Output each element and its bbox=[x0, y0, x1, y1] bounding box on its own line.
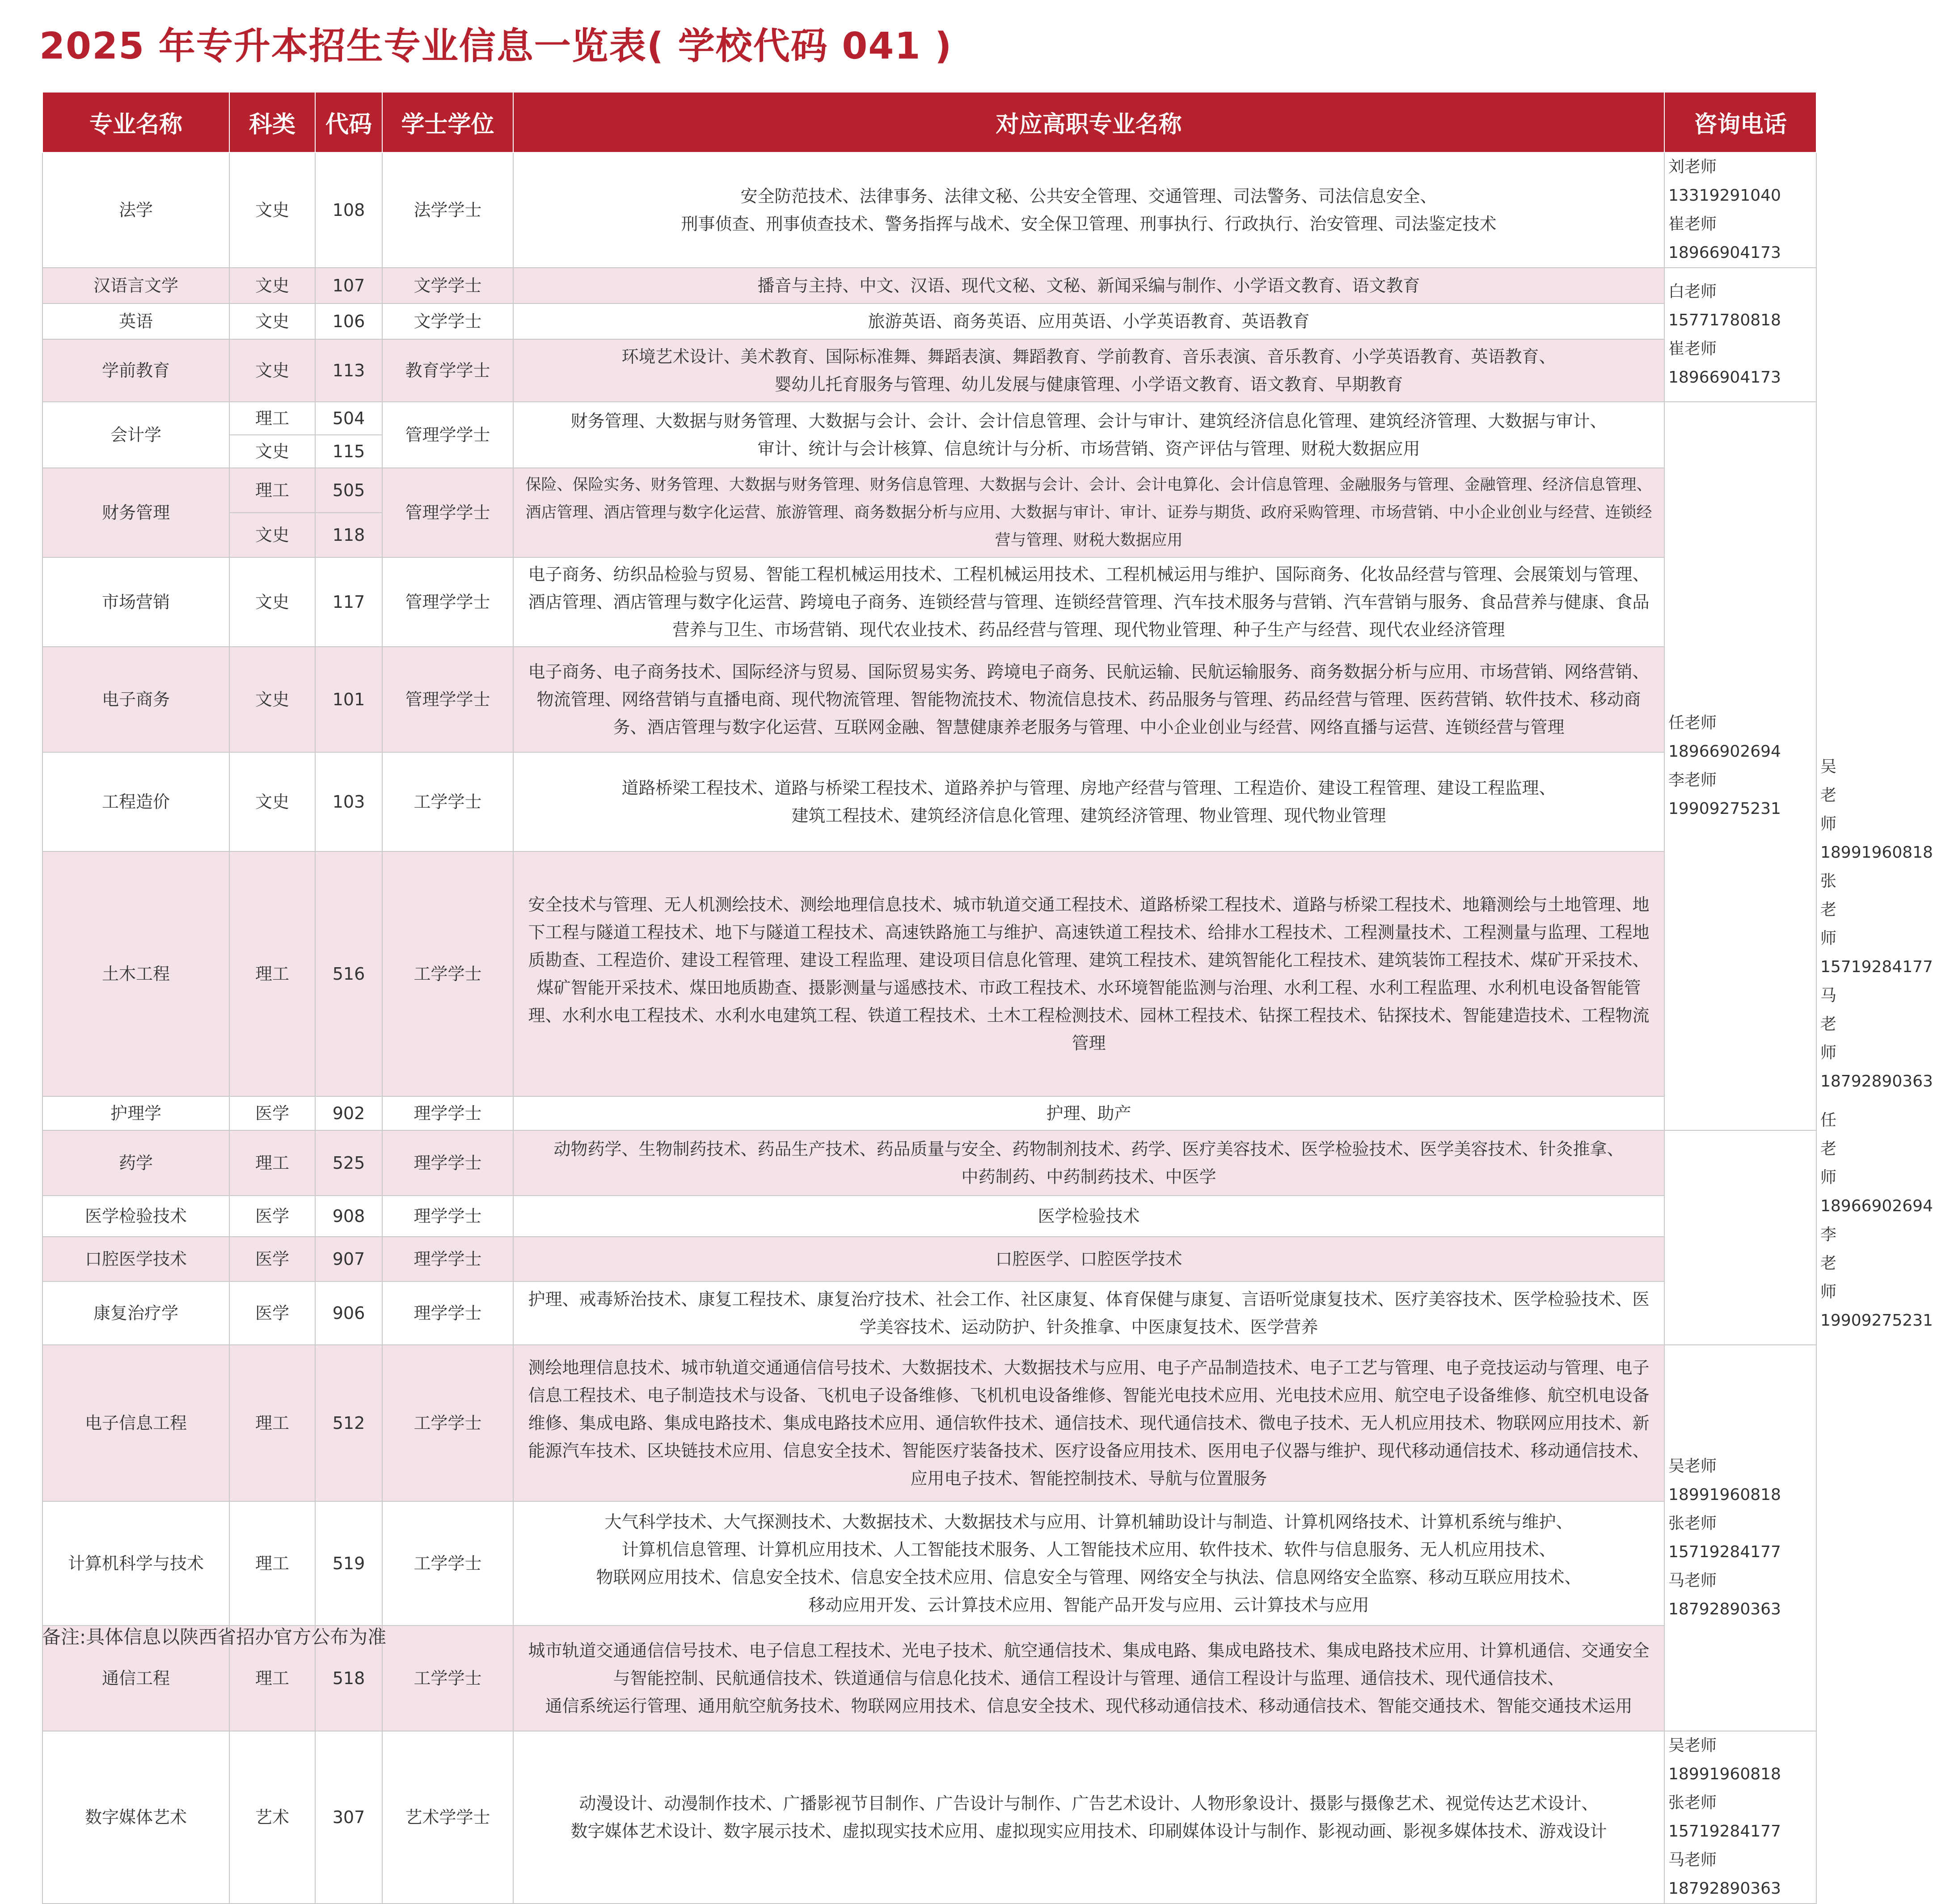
major-degree: 理学学士 bbox=[382, 1130, 513, 1196]
major-related: 电子商务、电子商务技术、国际经济与贸易、国际贸易实务、跨境电子商务、民航运输、民航运输服务、商务数据分析与应用、市场营销、网络营销、物流管理、网络营销与直播电商、现代物流管理、智能物流技术、物流信息技术、药品服务与管理、药品经营与管理、医药营销、软件技术、移动商务、酒店管理与数字化运营、互联网金融、智慧健康养老服务与管理、中小企业创业与经营、网络直播与运营、连锁经营与管理 bbox=[513, 647, 1664, 752]
major-category: 文史 bbox=[229, 339, 315, 402]
major-related: 播音与主持、中文、汉语、现代文秘、文秘、新闻采编与制作、小学语文教育、语文教育 bbox=[513, 268, 1664, 303]
major-code: 907 bbox=[315, 1237, 382, 1281]
major-code: 512 bbox=[315, 1345, 382, 1501]
major-name: 护理学 bbox=[42, 1096, 229, 1130]
header-degree: 学士学位 bbox=[382, 92, 513, 152]
table-row bbox=[42, 1731, 1816, 1904]
contact-phones: 吴老师18991960818 张老师15719284177 马老师18792890363 bbox=[1664, 1731, 1816, 1904]
table-header-row bbox=[42, 92, 1816, 152]
table-row bbox=[42, 303, 1816, 339]
table-row bbox=[42, 851, 1816, 1096]
major-related: 口腔医学、口腔医学技术 bbox=[513, 1237, 1664, 1281]
major-degree: 管理学学士 bbox=[382, 402, 513, 468]
table-row: 工程造价 文史 103 工学学士 道路桥梁工程技术、道路与桥梁工程技术、道路养护与管理、房地产经营与管理、工程造价、建设工程管理、建设工程监理、 建筑工程技术、建筑经济信息化管理、建筑经济管理、物业管理、现代物业管理 吴老师18991960818 张老师15719284177 马老师18792890363 bbox=[42, 752, 1816, 851]
major-code: 101 bbox=[315, 647, 382, 752]
major-name: 会计学 bbox=[42, 402, 229, 468]
major-category: 医学 bbox=[229, 1237, 315, 1281]
major-name: 法学 bbox=[42, 152, 229, 268]
table-row bbox=[42, 268, 1816, 303]
major-name: 口腔医学技术 bbox=[42, 1237, 229, 1281]
major-category: 文史 bbox=[229, 152, 315, 268]
header-code: 代码 bbox=[315, 92, 382, 152]
page-title: 2025 年专升本招生专业信息一览表( 学校代码 041 ) bbox=[39, 25, 953, 67]
major-related: 护理、戒毒矫治技术、康复工程技术、康复治疗技术、社会工作、社区康复、体育保健与康复、言语听觉康复技术、医疗美容技术、医学检验技术、医学美容技术、运动防护、针灸推拿、中医康复技术、医学营养 bbox=[513, 1281, 1664, 1345]
major-category: 文史 bbox=[229, 752, 315, 851]
major-related: 财务管理、大数据与财务管理、大数据与会计、会计、会计信息管理、会计与审计、建筑经济信息化管理、建筑经济管理、大数据与审计、 审计、统计与会计核算、信息统计与分析、市场营销、资产评估与管理、财税大数据应用 bbox=[513, 402, 1664, 468]
major-related: 动物药学、生物制药技术、药品生产技术、药品质量与安全、药物制剂技术、药学、医疗美容技术、医学检验技术、医学美容技术、针灸推拿、 中药制药、中药制药技术、中医学 bbox=[513, 1130, 1664, 1196]
major-related: 安全防范技术、法律事务、法律文秘、公共安全管理、交通管理、司法警务、司法信息安全、 刑事侦查、刑事侦查技术、警务指挥与战术、安全保卫管理、刑事执行、行政执行、治安管理、司法鉴定技术 bbox=[513, 152, 1664, 268]
table-row bbox=[42, 402, 1816, 435]
major-category: 医学 bbox=[229, 1096, 315, 1130]
major-code: 117 bbox=[315, 557, 382, 647]
major-degree: 工学学士 bbox=[382, 1626, 513, 1731]
major-category: 文史 bbox=[229, 268, 315, 303]
major-category: 理工 bbox=[229, 1626, 315, 1731]
major-related: 旅游英语、商务英语、应用英语、小学英语教育、英语教育 bbox=[513, 303, 1664, 339]
major-code: 504 bbox=[315, 402, 382, 435]
major-name: 土木工程 bbox=[42, 851, 229, 1096]
major-code: 115 bbox=[315, 435, 382, 468]
major-degree: 管理学学士 bbox=[382, 468, 513, 557]
major-name: 英语 bbox=[42, 303, 229, 339]
major-degree: 管理学学士 bbox=[382, 557, 513, 647]
major-code: 902 bbox=[315, 1096, 382, 1130]
major-category: 艺术 bbox=[229, 1731, 315, 1904]
major-name: 学前教育 bbox=[42, 339, 229, 402]
major-name: 通信工程 bbox=[42, 1626, 229, 1731]
major-category: 理工 bbox=[229, 1345, 315, 1501]
major-category: 文史 bbox=[229, 513, 315, 557]
major-code: 519 bbox=[315, 1501, 382, 1626]
major-degree: 理学学士 bbox=[382, 1281, 513, 1345]
major-degree: 教育学学士 bbox=[382, 339, 513, 402]
major-category: 理工 bbox=[229, 468, 315, 513]
major-related: 大气科学技术、大气探测技术、大数据技术、大数据技术与应用、计算机辅助设计与制造、计算机网络技术、计算机系统与维护、 计算机信息管理、计算机应用技术、人工智能技术服务、人工智能技术应用、软件技术、软件与信息服务、无人机应用技术、 物联网应用技术、信息安全技术、信息安全技术应用、信息安全与管理、网络安全与执法、信息网络安全监察、移动互联应用技术、 移动应用开发、云计算技术应用、智能产品开发与应用、云计算技术与应用 bbox=[513, 1501, 1664, 1626]
major-related: 保险、保险实务、财务管理、大数据与财务管理、财务信息管理、大数据与会计、会计、会计电算化、会计信息管理、金融服务与管理、金融管理、经济信息管理、酒店管理、酒店管理与数字化运营、旅游管理、商务数据分析与应用、大数据与审计、审计、证券与期货、政府采购管理、市场营销、中小企业创业与经营、连锁经营与管理、财税大数据应用 bbox=[513, 468, 1664, 557]
major-related: 安全技术与管理、无人机测绘技术、测绘地理信息技术、城市轨道交通工程技术、道路桥梁工程技术、道路与桥梁工程技术、地籍测绘与土地管理、地下工程与隧道工程技术、地下与隧道工程技术、高速铁路施工与维护、高速铁道工程技术、给排水工程技术、工程测量技术、工程测量与监理、工程地质勘查、工程造价、建设工程管理、建设工程监理、建设项目信息化管理、建筑工程技术、建筑智能化工程技术、建筑装饰工程技术、煤矿开采技术、煤矿智能开采技术、煤田地质勘查、摄影测量与遥感技术、市政工程技术、水环境智能监测与治理、水利工程、水利工程监理、水利机电设备智能管理、水利水电工程技术、水利水电建筑工程、铁道工程技术、土木工程检测技术、园林工程技术、钻探工程技术、钻探技术、智能建造技术、工程物流管理 bbox=[513, 851, 1664, 1096]
contact-phones: 吴老师18991960818 张老师15719284177 马老师18792890363 bbox=[1664, 1345, 1816, 1731]
major-degree: 文学学士 bbox=[382, 303, 513, 339]
contact-phones: 任老师18966902694 李老师19909275231 bbox=[1664, 402, 1816, 1130]
major-code: 108 bbox=[315, 152, 382, 268]
major-degree: 理学学士 bbox=[382, 1237, 513, 1281]
major-name: 计算机科学与技术 bbox=[42, 1501, 229, 1626]
major-category: 文史 bbox=[229, 435, 315, 468]
major-degree: 理学学士 bbox=[382, 1196, 513, 1237]
major-related: 护理、助产 bbox=[513, 1096, 1664, 1130]
major-name: 药学 bbox=[42, 1130, 229, 1196]
major-degree: 艺术学学士 bbox=[382, 1731, 513, 1904]
major-category: 文史 bbox=[229, 557, 315, 647]
major-degree: 工学学士 bbox=[382, 1501, 513, 1626]
table-row bbox=[42, 1501, 1816, 1626]
major-degree: 法学学士 bbox=[382, 152, 513, 268]
header-related: 对应高职专业名称 bbox=[513, 92, 1664, 152]
major-related: 城市轨道交通通信信号技术、电子信息工程技术、光电子技术、航空通信技术、集成电路、集成电路技术、集成电路技术应用、计算机通信、交通安全与智能控制、民航通信技术、铁道通信与信息化技术、通信工程设计与管理、通信工程设计与监理、通信技术、现代通信技术、 通信系统运行管理、通用航空航务技术、物联网应用技术、信息安全技术、现代移动通信技术、移动通信技术、智能交通技术、智能交通技术运用 bbox=[513, 1626, 1664, 1731]
table-row bbox=[42, 1281, 1816, 1345]
table-row bbox=[42, 1130, 1816, 1196]
table-row bbox=[42, 647, 1816, 752]
table-row bbox=[42, 152, 1816, 268]
table-row bbox=[42, 1345, 1816, 1501]
major-related: 电子商务、纺织品检验与贸易、智能工程机械运用技术、工程机械运用技术、工程机械运用与维护、国际商务、化妆品经营与管理、会展策划与管理、酒店管理、酒店管理与数字化运营、跨境电子商务、连锁经营与管理、连锁经营管理、汽车技术服务与营销、汽车营销与服务、食品营养与健康、食品营养与卫生、市场营销、现代农业技术、药品经营与管理、现代物业管理、种子生产与经营、现代农业经济管理 bbox=[513, 557, 1664, 647]
major-code: 525 bbox=[315, 1130, 382, 1196]
major-category: 文史 bbox=[229, 303, 315, 339]
major-degree: 工学学士 bbox=[382, 1345, 513, 1501]
major-category: 医学 bbox=[229, 1196, 315, 1237]
major-code: 106 bbox=[315, 303, 382, 339]
major-degree: 管理学学士 bbox=[382, 647, 513, 752]
major-category: 理工 bbox=[229, 402, 315, 435]
major-name: 电子信息工程 bbox=[42, 1345, 229, 1501]
major-code: 505 bbox=[315, 468, 382, 513]
major-degree: 理学学士 bbox=[382, 1096, 513, 1130]
major-category: 文史 bbox=[229, 647, 315, 752]
major-code: 518 bbox=[315, 1626, 382, 1731]
table-row bbox=[42, 1196, 1816, 1237]
major-name: 医学检验技术 bbox=[42, 1196, 229, 1237]
major-category: 理工 bbox=[229, 1501, 315, 1626]
major-category: 医学 bbox=[229, 1281, 315, 1345]
major-code: 307 bbox=[315, 1731, 382, 1904]
major-name: 汉语言文学 bbox=[42, 268, 229, 303]
major-code: 908 bbox=[315, 1196, 382, 1237]
major-related: 道路桥梁工程技术、道路与桥梁工程技术、道路养护与管理、房地产经营与管理、工程造价、建设工程管理、建设工程监理、 建筑工程技术、建筑经济信息化管理、建筑经济管理、物业管理、现代物业管理 bbox=[513, 752, 1664, 851]
table-row bbox=[42, 339, 1816, 402]
major-name: 电子商务 bbox=[42, 647, 229, 752]
footnote: 备注:具体信息以陕西省招办官方公布为准 bbox=[42, 1626, 387, 1648]
major-code: 107 bbox=[315, 268, 382, 303]
major-name: 财务管理 bbox=[42, 468, 229, 557]
table-row bbox=[42, 557, 1816, 647]
major-category: 理工 bbox=[229, 1130, 315, 1196]
table-row bbox=[42, 468, 1816, 513]
major-code: 113 bbox=[315, 339, 382, 402]
header-major: 专业名称 bbox=[42, 92, 229, 152]
major-name: 市场营销 bbox=[42, 557, 229, 647]
major-code: 516 bbox=[315, 851, 382, 1096]
major-code: 906 bbox=[315, 1281, 382, 1345]
contact-phones: 刘老师13319291040 崔老师18966904173 bbox=[1664, 152, 1816, 268]
major-degree: 文学学士 bbox=[382, 268, 513, 303]
header-phone: 咨询电话 bbox=[1664, 92, 1816, 152]
major-name: 数字媒体艺术 bbox=[42, 1731, 229, 1904]
major-related: 医学检验技术 bbox=[513, 1196, 1664, 1237]
table-row bbox=[42, 1237, 1816, 1281]
major-category: 理工 bbox=[229, 851, 315, 1096]
major-related: 测绘地理信息技术、城市轨道交通通信信号技术、大数据技术、大数据技术与应用、电子产品制造技术、电子工艺与管理、电子竞技运动与管理、电子信息工程技术、电子制造技术与设备、飞机电子设备维修、飞机机电设备维修、智能光电技术应用、光电技术应用、航空电子设备维修、航空机电设备维修、集成电路、集成电路技术、集成电路技术应用、通信软件技术、通信技术、现代通信技术、微电子技术、无人机应用技术、物联网应用技术、新能源汽车技术、区块链技术应用、信息安全技术、智能医疗装备技术、医疗设备应用技术、医用电子仪器与维护、现代移动通信技术、移动通信技术、应用电子技术、智能控制技术、导航与位置服务 bbox=[513, 1345, 1664, 1501]
major-degree: 工学学士 bbox=[382, 851, 513, 1096]
major-related: 环境艺术设计、美术教育、国际标准舞、舞蹈表演、舞蹈教育、学前教育、音乐表演、音乐教育、小学英语教育、英语教育、 婴幼儿托育服务与管理、幼儿发展与健康管理、小学语文教育、语文教育、早期教育 bbox=[513, 339, 1664, 402]
major-name: 康复治疗学 bbox=[42, 1281, 229, 1345]
contact-phones: 白老师15771780818 崔老师18966904173 bbox=[1664, 268, 1816, 402]
major-code: 103 bbox=[315, 752, 382, 851]
header-category: 科类 bbox=[229, 92, 315, 152]
major-name: 工程造价 bbox=[42, 752, 229, 851]
major-degree: 工学学士 bbox=[382, 752, 513, 851]
major-code: 118 bbox=[315, 513, 382, 557]
table-row: 护理学 医学 902 理学学士 护理、助产 任老师18966902694 李老师19909275231 bbox=[42, 1096, 1816, 1130]
major-related: 动漫设计、动漫制作技术、广播影视节目制作、广告设计与制作、广告艺术设计、人物形象设计、摄影与摄像艺术、视觉传达艺术设计、 数字媒体艺术设计、数字展示技术、虚拟现实技术应用、虚拟现实应用技术、印刷媒体设计与制作、影视动画、影视多媒体技术、游戏设计 bbox=[513, 1731, 1664, 1904]
